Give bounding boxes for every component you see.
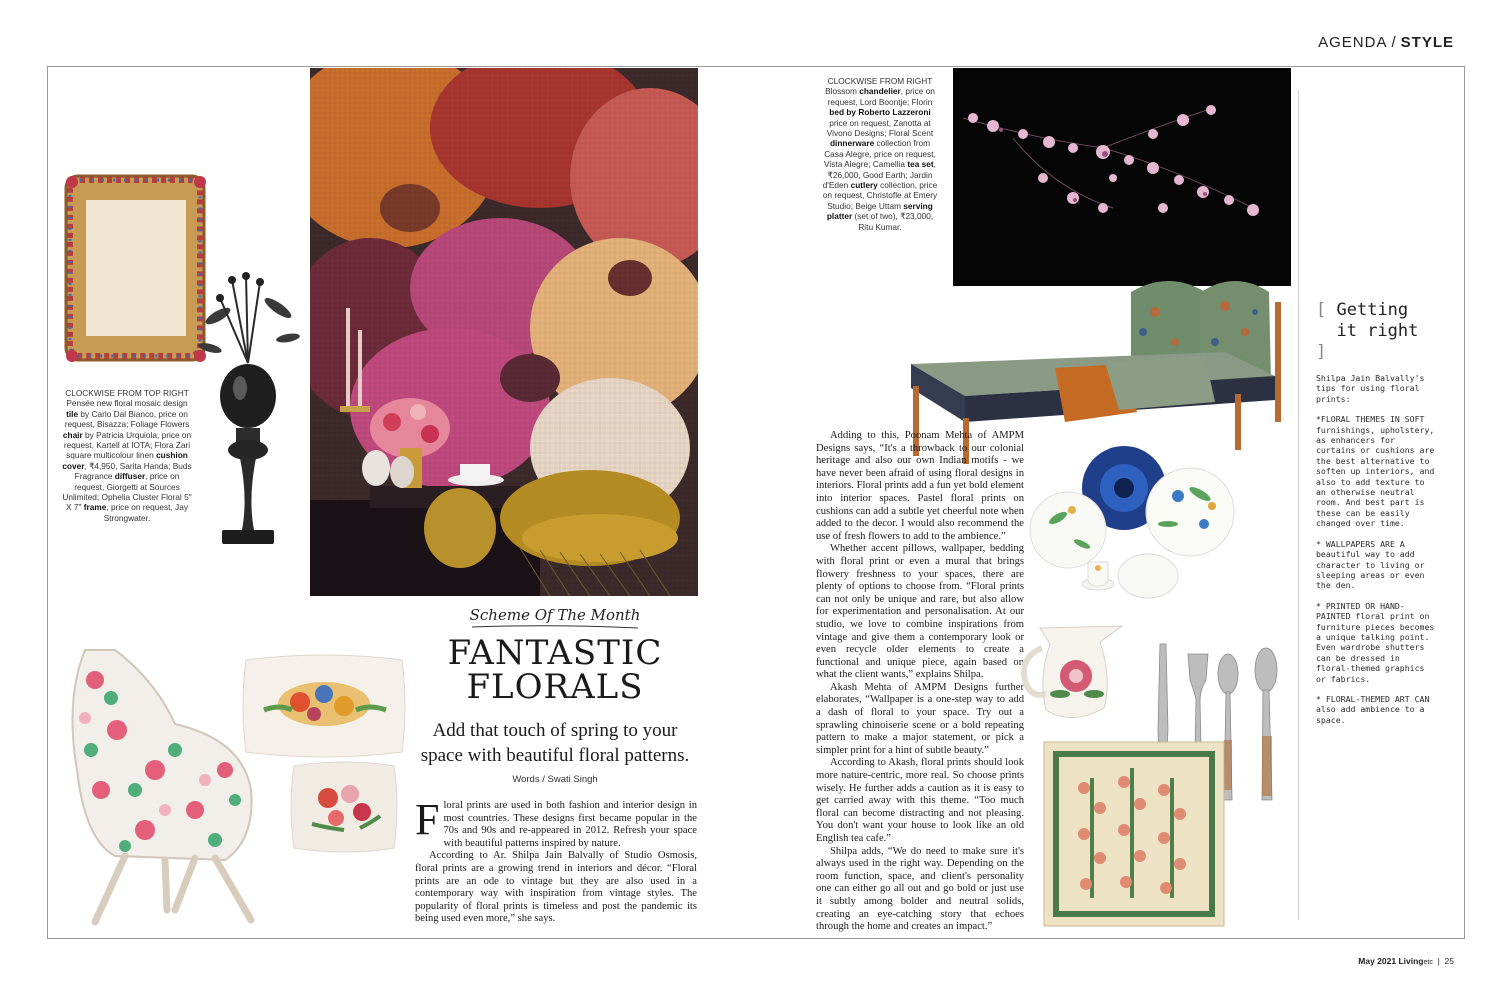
platter-image (1040, 738, 1228, 930)
caption-text: , price on request, Lord Boontje; Florin (827, 86, 935, 107)
caption-product: serving platter (826, 200, 933, 222)
byline: Words / Swati Singh (512, 774, 598, 785)
article-title (420, 633, 690, 707)
caption-text: collection, price on request, Christofle at Emery Studio; Beige Uttam (822, 180, 938, 211)
bracket-close: ] (1316, 342, 1327, 362)
title-line-1: FANTASTIC (447, 633, 663, 673)
sidebar-title-line-1: Getting (1336, 300, 1409, 320)
paragraph: According to Akash, floral prints should look more nature-centric, more real. So choose prints wisely. He further adds a caution as it is easy to get carried away with this theme. “Too much floral can become distracting and not pleasing. You don't want your house to look like an old English tea cafe.” (816, 757, 1024, 844)
paragraph: loral prints are used in both fashion and interior design in most countries. These designs first became popular in the 70s and 90s and re-appeared in 2012. Refresh your space with beautiful patterns inspired by nature. (443, 800, 697, 849)
paragraph: Shilpa adds, “We do need to make sure it's always used in the right way. Depending on the room function, space, and client's personality one can either go all out and go bold or just use it subtly among bolder and neutral solids, creating an eye-catching story that echoes through the home and creates an impact.” (816, 845, 1024, 933)
footer-separator: | (1437, 956, 1440, 966)
caption-heading: CLOCKWISE FROM RIGHT (827, 76, 933, 86)
caption-product: chair (62, 429, 83, 440)
bracket-open: [ (1316, 300, 1327, 320)
sidebar-intro: Shilpa Jain Balvally's tips for using floral prints: (1316, 373, 1425, 404)
body-column-1 (415, 795, 697, 926)
floral-mosaic-photo (310, 68, 698, 596)
caption-heading: CLOCKWISE FROM TOP RIGHT (65, 388, 189, 398)
caption-text: by Carlo Dal Bianco, price on request, Bisazza; Foliage Flowers (64, 408, 190, 430)
caption-text: by Patricia Urquiola, price on request, Kartell at IOTA; Flora Zari square multicolour linen (63, 429, 192, 461)
section-name: STYLE (1400, 34, 1454, 51)
magazine-suffix: etc (1423, 959, 1433, 966)
cushion-image (240, 650, 408, 762)
caption-body (62, 398, 192, 523)
sidebar-tip: * WALLPAPERS ARE A beautiful way to add character to living or sleeping areas or even the den. (1316, 538, 1425, 591)
caption-right (820, 76, 940, 232)
sidebar-tip: * FLORAL-THEMED ART CAN also add ambience to a space. (1316, 693, 1430, 725)
caption-product: frame (83, 502, 107, 513)
caption-text: , ₹4,950, Sarita Handa; Buds Fragrance (74, 460, 192, 482)
sidebar-title (1316, 300, 1436, 363)
caption-product: dinnerware (829, 138, 875, 149)
sidebar-tip: * PRINTED OR HAND-PAINTED floral print on furniture pieces becomes a unique talking point. Even wardrobe shutters can be dressed in floral-themed graphics or fabrics. (1316, 600, 1435, 684)
chandelier-photo (953, 68, 1291, 286)
kicker-underline (470, 624, 640, 630)
paragraph: Adding to this, Poonam Mehta of AMPM Designs says, “It's a throwback to our colonial heritage and also our own Indian motifs - we have never been afraid of using floral designs in interiors. Floral prints add a fun yet bold element into interior spaces. Pastel floral prints on cushions can add a subtle yet cheerful note when added to the decor. I would also recommend the use of fresh flowers to add to the ambience.” (816, 430, 1025, 542)
body-column-2 (816, 430, 1024, 934)
caption-product: cushion cover (62, 450, 188, 471)
paragraph: According to Ar. Shilpa Jain Balvally of Studio Osmosis, floral prints are a growing trend in interiors and décor. “Floral prints are an ode to vintage but they are also used in a contemporary way with inspiration from vintage styles. The popularity of floral prints is timeless and post the pandemic its being used even more,” she says. (415, 850, 697, 925)
page-footer (1358, 956, 1454, 966)
section-label: AGENDA (1318, 34, 1388, 51)
caption-text: (set of two), ₹23,000, Ritu Kumar. (852, 211, 934, 232)
caption-product: diffuser (114, 471, 146, 482)
kicker: Scheme Of The Month (469, 606, 641, 624)
caption-text: , price on request, Giorgetti at Sources Unlimited; Ophelia Cluster Floral 5" X 7" (62, 471, 192, 513)
paragraph: Whether accent pillows, wallpaper, bedding with floral print or even a mural that brings flowery freshness to your spaces, there are plenty of options to choose from. “Floral prints can not only be unique and rare, but also allow for experimentation and personalisation. At our studio, we love to combine inspirations from vintage and give them a contemporary look or even recycle older elements to create a functional and unique piece, again based on what the client wants,” explains Shilpa. (816, 543, 1024, 681)
section-header: AGENDA / STYLE (1318, 34, 1454, 51)
drop-cap: F (415, 795, 440, 844)
caption-text: , ₹26,000, Good Earth; Jardin d'Eden (822, 159, 936, 191)
cushion-image-2 (288, 758, 400, 856)
caption-product: chandelier (859, 86, 901, 97)
dinnerware-image (1028, 444, 1238, 614)
caption-body (820, 86, 940, 232)
paragraph: Akash Mehta of AMPM Designs further elaborates, “Wallpaper is a one-step way to add a dash of floral to your space. Try out a sprawling chinoiserie scene or a bold repeating pattern to make a major statement, or pick a simpler print for a hint of subtle beauty.” (816, 681, 1024, 756)
jug-image (1012, 618, 1142, 728)
caption-text: price on request, Zanotta at Vivono Designs; Floral Scent (826, 117, 934, 139)
caption-product: bed by Roberto Lazzeroni (829, 107, 931, 118)
caption-text: Blossom (825, 86, 860, 97)
sidebar-title-line-2: it right (1336, 321, 1419, 341)
magazine-name: Living (1398, 956, 1424, 966)
sidebar-tip: *FLORAL THEMES IN SOFT furnishings, upholstery, as enhancers for curtains or cushions are the best alternative to soften up interiors, and also to add texture to an otherwise neutral room. And best part is these can be easily changed over time. (1316, 414, 1435, 529)
caption-product: tea set (907, 159, 934, 170)
caption-text: Pensée new floral mosaic design (66, 398, 188, 409)
caption-text: , price on request, Jay Strongwater. (103, 502, 188, 523)
standfirst: Add that touch of spring to your space with beautiful floral patterns. (420, 720, 690, 766)
diffuser-image (188, 268, 308, 564)
issue-date: May 2021 (1358, 956, 1397, 966)
page-number: 25 (1444, 956, 1454, 966)
caption-text: collection from Casa Alegre, price on request, Vista Alegre; Camellia (824, 138, 936, 170)
caption-left (62, 388, 192, 523)
caption-product: tile (66, 408, 79, 419)
tips-sidebar (1316, 300, 1436, 735)
title-line-2: FLORALS (466, 667, 644, 707)
caption-product: cutlery (850, 180, 878, 191)
sidebar-divider (1298, 90, 1299, 920)
